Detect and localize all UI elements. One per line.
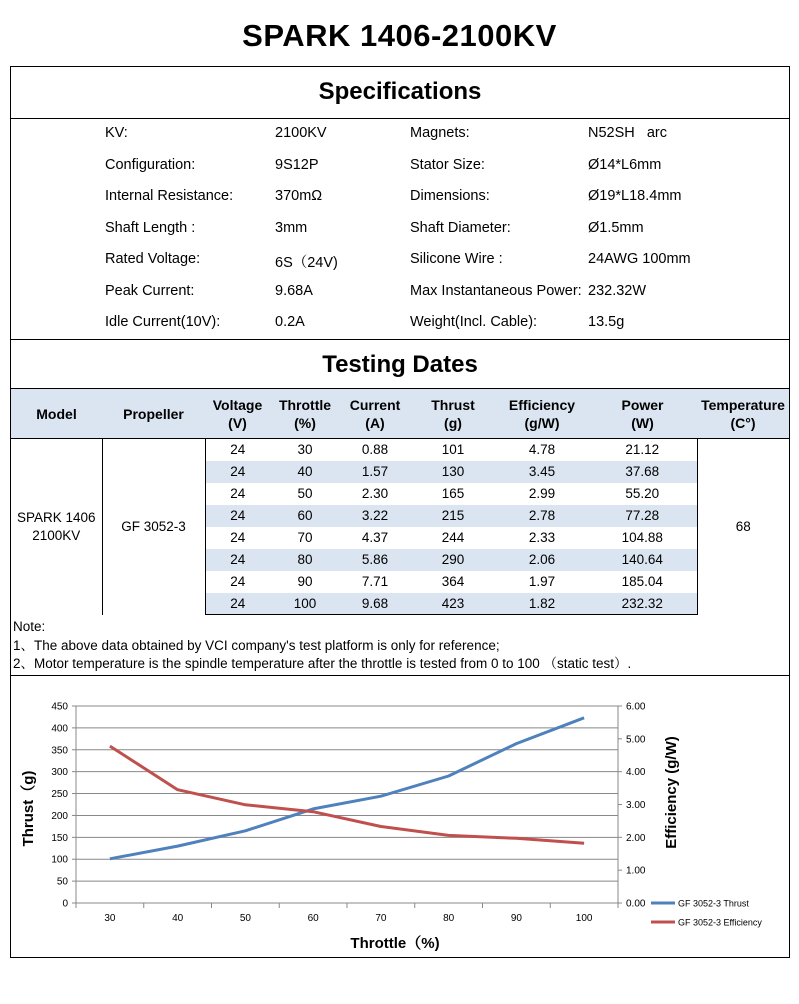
cell-thrust: 244: [441, 530, 465, 545]
y-right-tick-label: 1.00: [626, 865, 646, 877]
spec-label: Internal Resistance:: [105, 188, 234, 204]
page-title: SPARK 1406-2100KV: [242, 18, 557, 53]
spec-label: Shaft Diameter:: [410, 220, 511, 236]
x-tick-label: 70: [375, 913, 387, 924]
spec-value: Ø19*L18.4mm: [588, 188, 682, 204]
cell-throttle: 70: [297, 530, 313, 545]
spec-value: 6S（24V): [275, 255, 338, 271]
y-right-tick-label: 4.00: [626, 767, 646, 779]
spec-value: 0.2A: [275, 314, 305, 330]
cell-efficiency: 2.78: [496, 505, 588, 527]
spec-value: Ø14*L6mm: [588, 157, 662, 173]
cell-thrust: 290: [410, 549, 496, 571]
y-left-tick-label: 0: [62, 898, 68, 910]
cell-current: 5.86: [340, 549, 410, 571]
spec-label: Rated Voltage:: [105, 251, 201, 267]
y-left-tick-label: 450: [51, 701, 68, 713]
cell-throttle: 50: [297, 486, 313, 501]
testing-heading: Testing Dates: [322, 351, 478, 378]
spec-label: Shaft Length :: [105, 220, 196, 236]
spec-label: KV:: [105, 125, 128, 141]
x-tick-label: 80: [443, 913, 455, 924]
cell-power: 37.68: [588, 461, 697, 483]
chart-svg: [11, 676, 789, 958]
spec-value: 24AWG 100mm: [588, 251, 691, 267]
cell-throttle: 80: [270, 549, 340, 571]
spec-value: 13.5g: [588, 314, 625, 330]
y-left-axis-title: Thrust（g): [20, 770, 37, 847]
spec-label: Weight(Incl. Cable):: [410, 314, 538, 330]
y-left-tick-label: 400: [51, 723, 68, 735]
spec-value: 232.32W: [588, 283, 647, 299]
y-right-tick-label: 2.00: [626, 832, 646, 844]
cell-thrust: 215: [410, 505, 496, 527]
spec-value: 9.68A: [275, 283, 313, 299]
col-header-thrust: Thrust (g): [410, 389, 496, 439]
spec-label: Peak Current:: [105, 283, 195, 299]
spec-row: [11, 251, 789, 283]
spec-label: Idle Current(10V):: [105, 314, 221, 330]
legend-label: GF 3052-3 Efficiency: [678, 917, 762, 928]
spec-row: [11, 157, 789, 189]
x-tick-label: 40: [172, 913, 184, 924]
cell-voltage: 24: [230, 530, 246, 545]
col-header-propeller: Propeller: [102, 389, 205, 439]
test-data-table: [11, 388, 789, 615]
spec-row: [11, 220, 789, 252]
x-axis-title: Throttle（%): [350, 935, 440, 952]
spec-label: Magnets:: [410, 125, 470, 141]
col-header-throttle: Throttle (%): [270, 389, 340, 439]
cell-current: 9.68: [340, 593, 410, 615]
specifications-list: [11, 119, 789, 340]
cell-throttle: 100: [270, 593, 340, 615]
col-header-model: Model: [11, 389, 102, 439]
x-tick-label: 30: [104, 913, 116, 924]
cell-efficiency: 1.97: [528, 574, 556, 589]
y-left-tick-label: 250: [51, 789, 68, 801]
col-header-temperature: Temperature (C°): [697, 389, 789, 439]
cell-voltage: 24: [230, 442, 246, 458]
spec-value: 2100KV: [275, 125, 327, 141]
cell-efficiency: 1.82: [496, 593, 588, 615]
spec-value: N52SH arc: [588, 125, 667, 141]
y-right-tick-label: 0.00: [626, 898, 646, 910]
cell-power: 21.12: [625, 442, 660, 458]
x-tick-label: 90: [510, 913, 522, 924]
cell-current: 7.71: [361, 574, 389, 589]
cell-voltage: 24: [205, 593, 270, 615]
spec-row: [11, 283, 789, 315]
y-left-tick-label: 300: [51, 767, 68, 779]
cell-power: 185.04: [621, 574, 663, 589]
efficiency-series-line: [110, 746, 584, 843]
col-header-current: Current (A): [340, 389, 410, 439]
table-header-row: [11, 389, 789, 439]
cell-current: 1.57: [340, 461, 410, 483]
cell-power: 232.32: [588, 593, 697, 615]
cell-current: 3.22: [340, 505, 410, 527]
cell-thrust: 423: [410, 593, 496, 615]
y-left-tick-label: 150: [51, 832, 68, 844]
x-tick-label: 100: [575, 913, 593, 924]
cell-thrust: 130: [410, 461, 496, 483]
temperature-cell: 68: [697, 439, 789, 615]
cell-efficiency: 4.78: [528, 442, 556, 458]
y-left-tick-label: 200: [51, 810, 68, 822]
legend-label: GF 3052-3 Thrust: [678, 898, 749, 909]
note-line: 1、The above data obtained by VCI company's test platform is only for reference;: [13, 637, 500, 653]
notes-heading: Note:: [13, 619, 46, 634]
cell-voltage: 24: [205, 505, 270, 527]
model-cell: SPARK 1406 2100KV: [11, 439, 102, 615]
cell-voltage: 24: [230, 486, 246, 501]
y-right-tick-label: 5.00: [626, 734, 646, 746]
y-left-tick-label: 50: [56, 876, 68, 888]
cell-voltage: 24: [230, 574, 246, 589]
cell-current: 4.37: [361, 530, 389, 545]
spec-value: 370mΩ: [275, 188, 323, 204]
cell-thrust: 165: [441, 486, 465, 501]
cell-efficiency: 3.45: [496, 461, 588, 483]
propeller-cell: GF 3052-3: [102, 439, 205, 615]
cell-thrust: 101: [441, 442, 465, 458]
table-row: [11, 439, 789, 461]
spec-row: [11, 188, 789, 220]
spec-label: Max Instantaneous Power:: [410, 283, 582, 299]
cell-power: 104.88: [621, 530, 663, 545]
spec-label: Configuration:: [105, 157, 196, 173]
cell-throttle: 90: [297, 574, 313, 589]
y-right-tick-label: 3.00: [626, 800, 646, 811]
col-header-voltage: Voltage (V): [205, 389, 270, 439]
y-right-axis-title: Efficiency (g/W): [663, 736, 680, 849]
cell-power: 77.28: [588, 505, 697, 527]
cell-efficiency: 2.33: [528, 530, 556, 545]
cell-current: 2.30: [361, 486, 389, 501]
y-right-tick-label: 6.00: [626, 701, 646, 713]
spec-value: 9S12P: [275, 157, 319, 173]
spec-row: [11, 125, 789, 157]
cell-thrust: 364: [441, 574, 465, 589]
spec-label: Dimensions:: [410, 188, 490, 204]
cell-current: 0.88: [361, 442, 389, 458]
cell-voltage: 24: [205, 461, 270, 483]
y-left-tick-label: 100: [51, 854, 68, 866]
cell-power: 55.20: [625, 486, 660, 501]
cell-throttle: 60: [270, 505, 340, 527]
spec-value: 3mm: [275, 220, 308, 236]
spec-sheet: [10, 66, 790, 958]
performance-chart: [11, 675, 789, 957]
note-line: 2、Motor temperature is the spindle temperature after the throttle is tested from 0 to 100 （static test）.: [13, 656, 632, 671]
cell-voltage: 24: [205, 549, 270, 571]
y-left-tick-label: 350: [51, 745, 68, 757]
specifications-heading: Specifications: [11, 67, 789, 119]
spec-label: Stator Size:: [410, 157, 485, 173]
notes: [13, 618, 783, 674]
x-tick-label: 50: [239, 913, 251, 924]
col-header-efficiency: Efficiency (g/W): [496, 389, 588, 439]
cell-throttle: 40: [270, 461, 340, 483]
spec-label: Silicone Wire :: [410, 251, 503, 267]
x-tick-label: 60: [307, 913, 319, 924]
cell-efficiency: 2.06: [496, 549, 588, 571]
cell-power: 140.64: [588, 549, 697, 571]
spec-value: Ø1.5mm: [588, 220, 644, 236]
col-header-power: Power (W): [588, 389, 697, 439]
cell-throttle: 30: [297, 442, 313, 458]
cell-efficiency: 2.99: [528, 486, 556, 501]
